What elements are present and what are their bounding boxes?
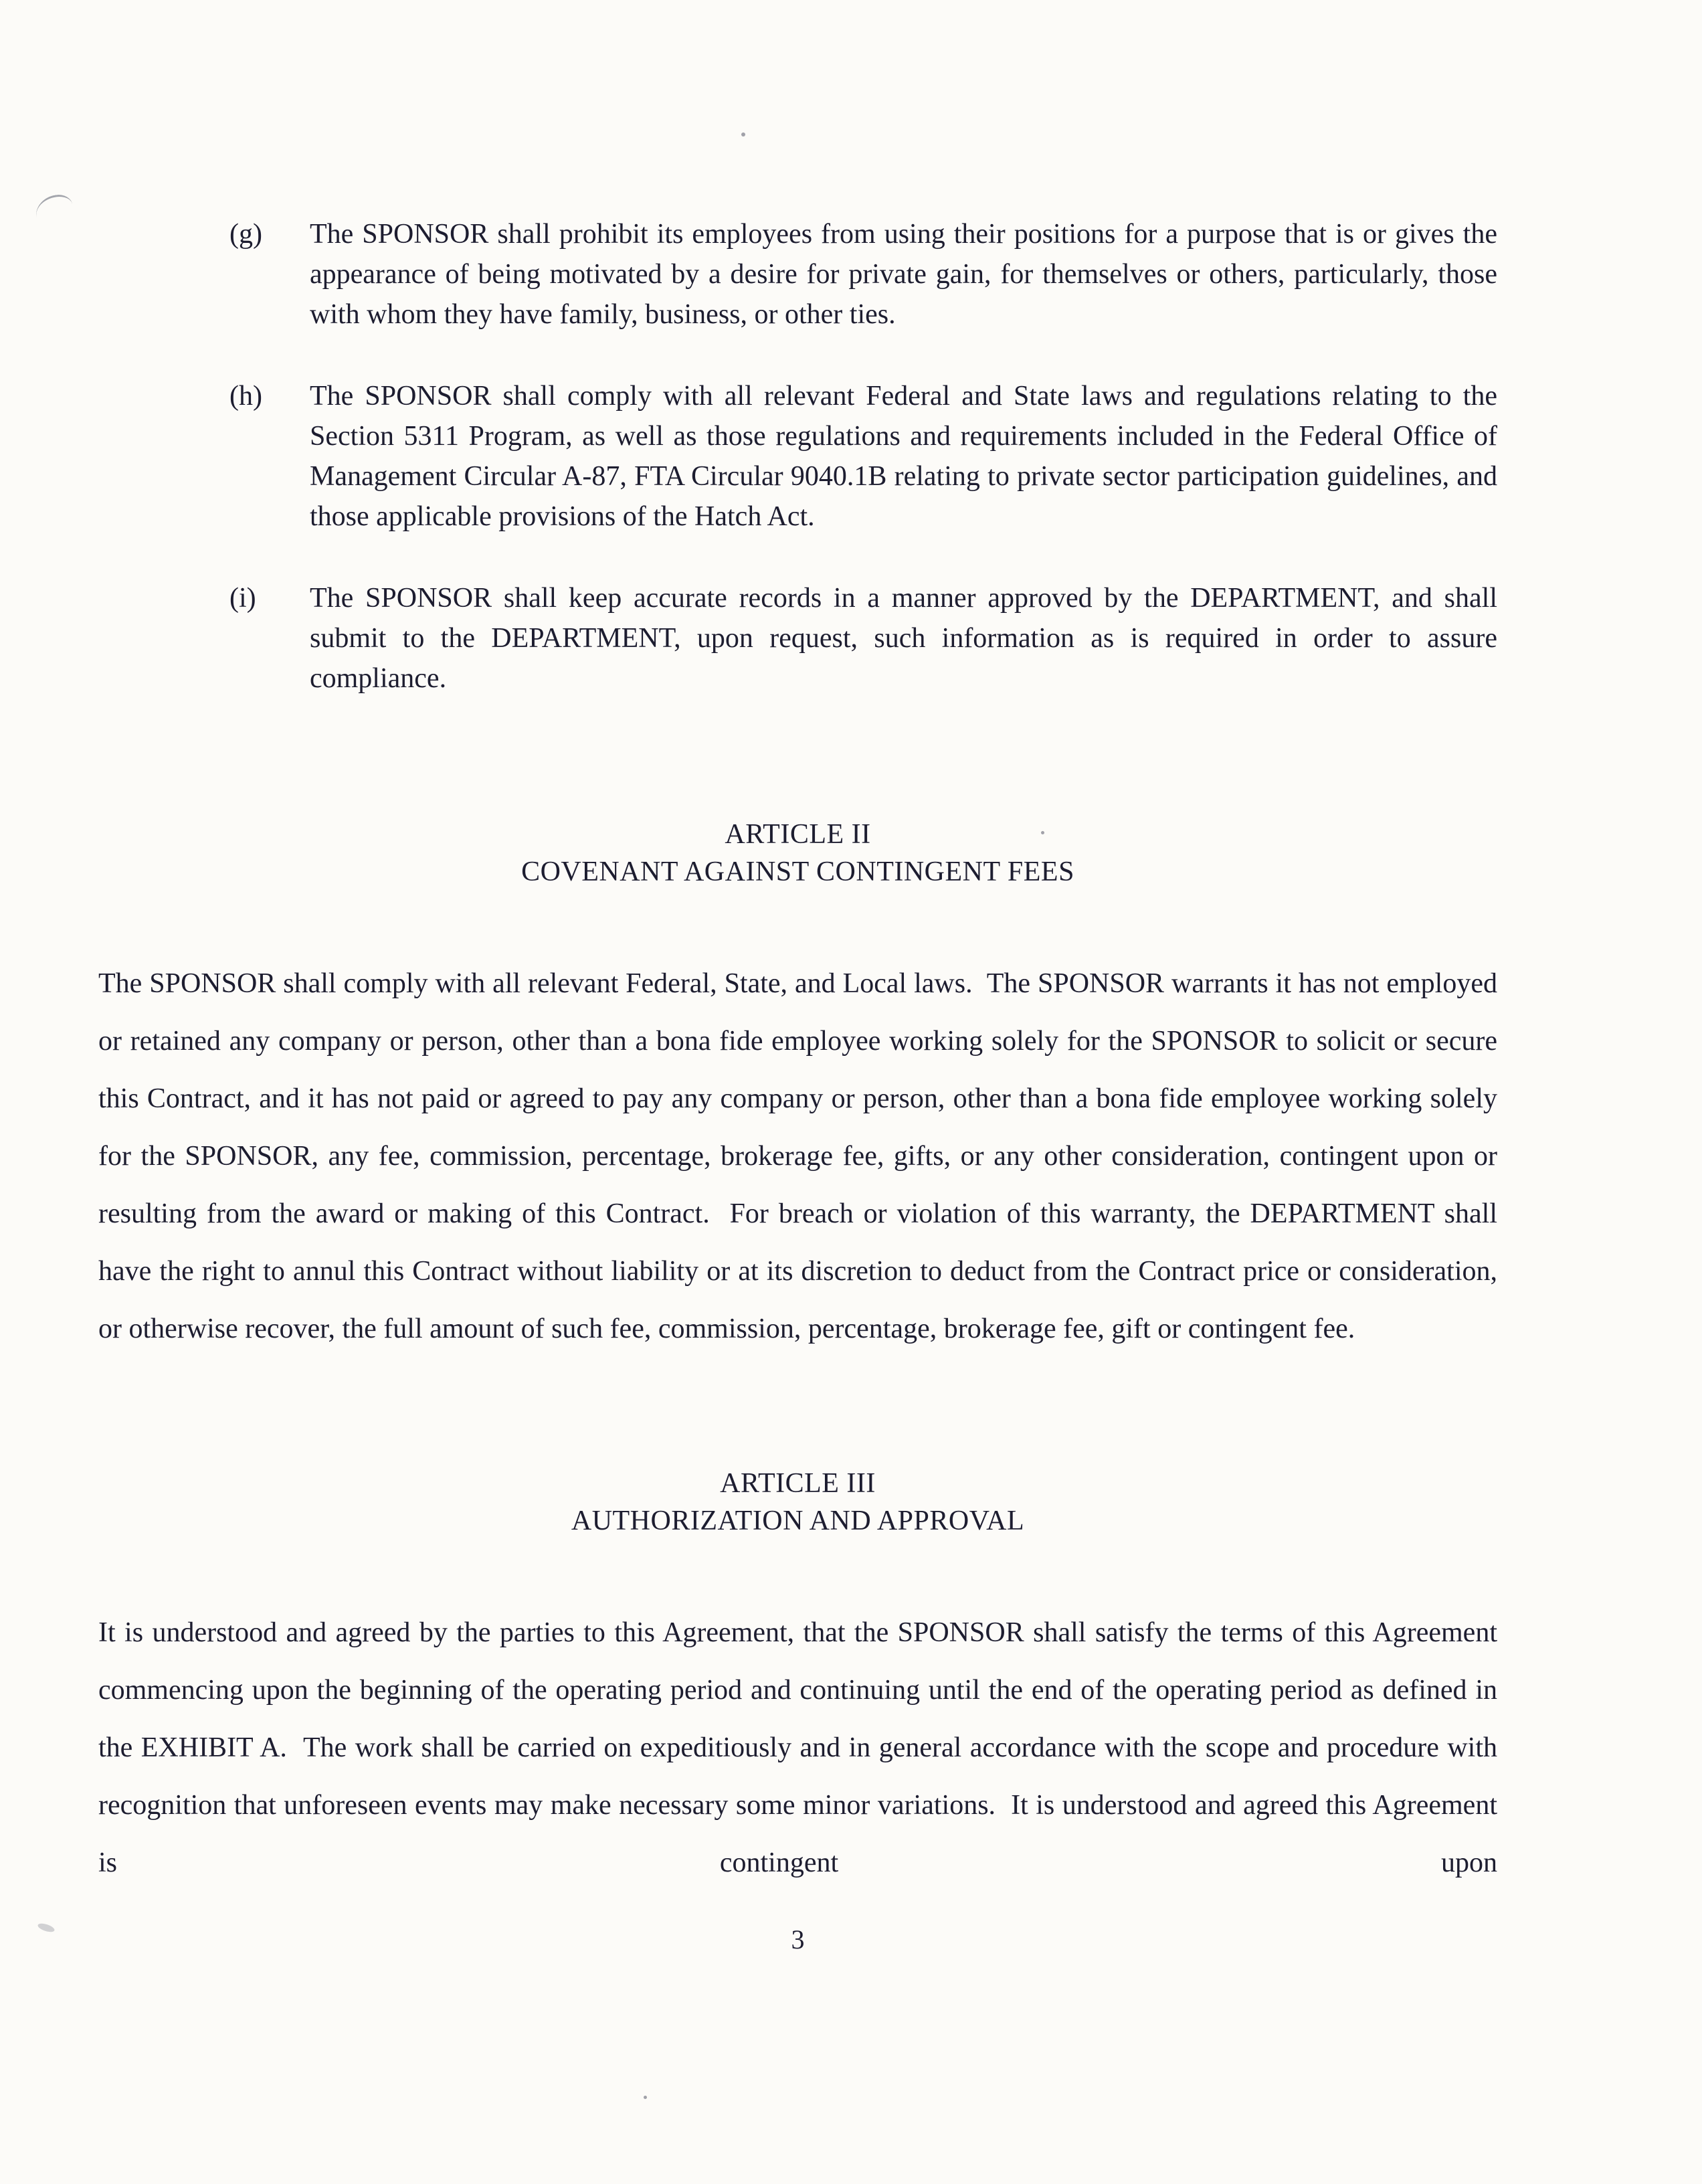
scan-artifact-smudge (37, 1922, 56, 1934)
scan-artifact-curl (33, 193, 73, 217)
scan-artifact-speck (644, 2096, 647, 2099)
article-3-body: It is understood and agreed by the parties to this Agreement, that the SPONSOR shall satisfy the terms of this Agreement commencing upon the beginning of the operating period and continuing until the end of the operating period as defined in the EXHIBIT A. The work shall be carried on expeditiously and in general accordance with the scope and procedure with recognition that unforeseen events may make necessary some minor variations. It is understood and agreed this Agreement is contingent upon (98, 1617, 1505, 1878)
clause-i (98, 578, 1505, 699)
article-2-body: The SPONSOR shall comply with all relevant Federal, State, and Local laws. The SPONSOR warrants it has not employed or retained any company or person, other than a bona fide employee working solely for the SPONSOR to solicit or secure this Contract, and it has not paid or agreed to pay any company or person, other than a bona fide employee working solely for the SPONSOR, any fee, commission, percentage, brokerage fee, gifts, or any other consideration, contingent upon or resulting from the award or making of this Contract. For breach or violation of this warranty, the DEPARTMENT shall have the right to annul this Contract without liability or at its discretion to deduct from the Contract price or consideration, or otherwise recover, the full amount of such fee, commission, percentage, brokerage fee, gift or contingent fee. (98, 968, 1505, 1344)
article-3-heading (98, 1465, 1497, 1540)
clause-list (98, 214, 1505, 699)
page-number: 3 (791, 1924, 805, 1954)
clause-h (98, 376, 1505, 537)
clause-h-text: The SPONSOR shall comply with all relevant Federal and State laws and regulations relating to the Section 5311 Program, as well as those regulations and requirements included in the Federal Office of Management Circular A-87, FTA Circular 9040.1B relating to private sector participation guidelines, and those applicable provisions of the Hatch Act. (310, 381, 1505, 532)
clause-g-label: (g) (229, 219, 262, 250)
article-2-title: ARTICLE II (725, 819, 871, 850)
clause-g (98, 214, 1505, 335)
clause-g-text: The SPONSOR shall prohibit its employees from using their positions for a purpose that is or gives the appearance of being motivated by a desire for private gain, for themselves or others, particularly, those with whom they have family, business, or other ties. (310, 219, 1505, 330)
article-2-subtitle: COVENANT AGAINST CONTINGENT FEES (521, 856, 1074, 887)
clause-i-text: The SPONSOR shall keep accurate records in a manner approved by the DEPARTMENT, and shall submit to the DEPARTMENT, upon request, such information as is required in order to assure compliance. (310, 583, 1505, 694)
article-3-title: ARTICLE III (720, 1468, 876, 1499)
scan-artifact-speck (741, 132, 745, 136)
article-3-subtitle: AUTHORIZATION AND APPROVAL (571, 1506, 1025, 1536)
article-2-heading (98, 816, 1497, 891)
clause-h-label: (h) (229, 381, 262, 412)
clause-i-label: (i) (229, 583, 256, 614)
